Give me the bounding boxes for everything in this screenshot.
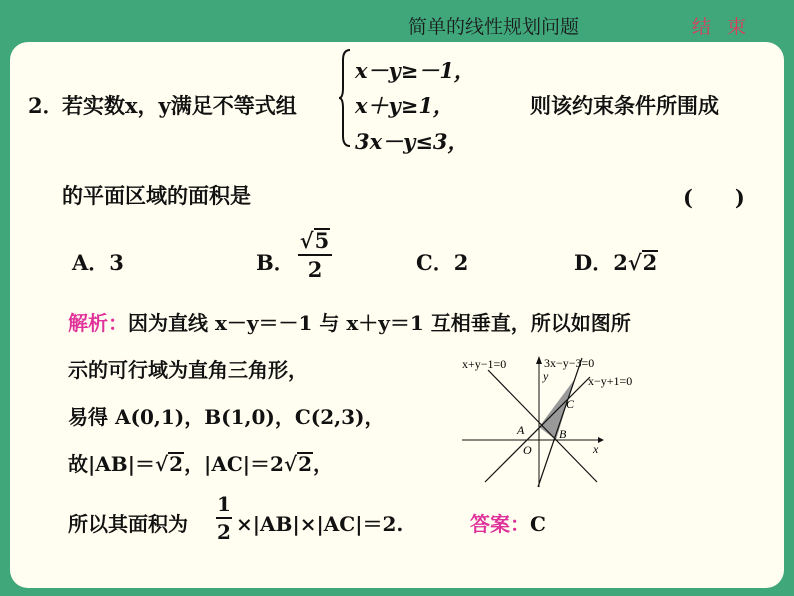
option-d-value: 2	[613, 250, 628, 275]
option-a[interactable]	[72, 247, 124, 277]
solution-line5-rest: ×|AB|×|AC|＝2.	[236, 512, 404, 536]
solution-line2: 示的可行域为直角三角形，	[68, 358, 308, 382]
label-line1: x+y−1=0	[462, 357, 507, 371]
option-b-label[interactable]: B．	[256, 250, 295, 275]
line-x-minus-y	[485, 377, 590, 482]
fraction-denominator: 2	[217, 520, 231, 544]
label-c: C	[566, 397, 575, 411]
label-b: B	[559, 427, 567, 441]
option-c-value: 2	[453, 250, 469, 275]
brace-icon	[338, 48, 352, 148]
label-line3: x−y+1=0	[588, 374, 633, 388]
header-title: 简单的线性规划问题	[408, 16, 580, 38]
label-a: A	[517, 423, 525, 437]
option-c-label: C．	[416, 250, 454, 275]
question-number: 2．	[28, 93, 64, 118]
label-x: x	[593, 442, 599, 456]
question-stem-line2: 的平面区域的面积是	[62, 183, 251, 208]
solution-line1-text: 因为直线 x－y＝－1 与 x＋y＝1 互相垂直，所以如图所	[128, 311, 631, 335]
solution-line3: 易得 A(0,1)，B(1,0)，C(2,3)，	[68, 405, 385, 429]
question-stem-part2: 则该约束条件所围成	[530, 93, 719, 118]
y-axis-arrow	[536, 356, 542, 364]
option-d-radicand: 2	[642, 250, 658, 275]
answer-value: C	[530, 512, 546, 536]
option-b-denominator: 2	[307, 257, 323, 282]
option-c[interactable]	[416, 247, 468, 277]
label-y: y	[543, 369, 549, 383]
answer-label: 答案：	[470, 512, 530, 536]
fraction-numerator: 1	[217, 492, 231, 516]
one-half-fraction	[216, 492, 232, 544]
label-o: O	[523, 443, 532, 457]
answer	[470, 508, 546, 537]
solution-label: 解析：	[68, 311, 128, 335]
option-a-value: 3	[109, 250, 124, 275]
answer-blank: ( )	[683, 185, 745, 210]
ac-radicand: 2	[298, 452, 313, 476]
solution-line5-prefix: 所以其面积为	[68, 512, 188, 536]
line4-end: ，	[313, 452, 334, 476]
ac-length-label: ，|AC|＝2	[184, 452, 284, 476]
end-button[interactable]: 结束	[692, 16, 763, 38]
option-d-label: D．	[574, 250, 614, 275]
question-stem-part1: 若实数x，y满足不等式组	[62, 93, 297, 118]
option-a-label: A．	[72, 250, 110, 275]
ab-radicand: 2	[169, 452, 184, 476]
label-line2: 3x−y−3=0	[544, 356, 595, 370]
option-b-fraction: √5 2	[298, 228, 332, 282]
solution-line4: 故|AB|＝√2，|AC|＝2√2，	[68, 452, 334, 476]
feasible-region-figure	[460, 350, 660, 490]
x-axis-arrow	[598, 437, 604, 443]
solution-line1	[68, 307, 631, 336]
constraint-2: x＋y≥1，	[355, 93, 454, 118]
option-b-numerator: 5	[314, 228, 330, 253]
constraint-1: x－y≥－1，	[355, 58, 475, 83]
constraint-3: 3x－y≤3，	[355, 129, 469, 154]
option-d[interactable]: D．2√2	[574, 250, 658, 275]
ab-length-label: 故|AB|＝	[68, 452, 155, 476]
